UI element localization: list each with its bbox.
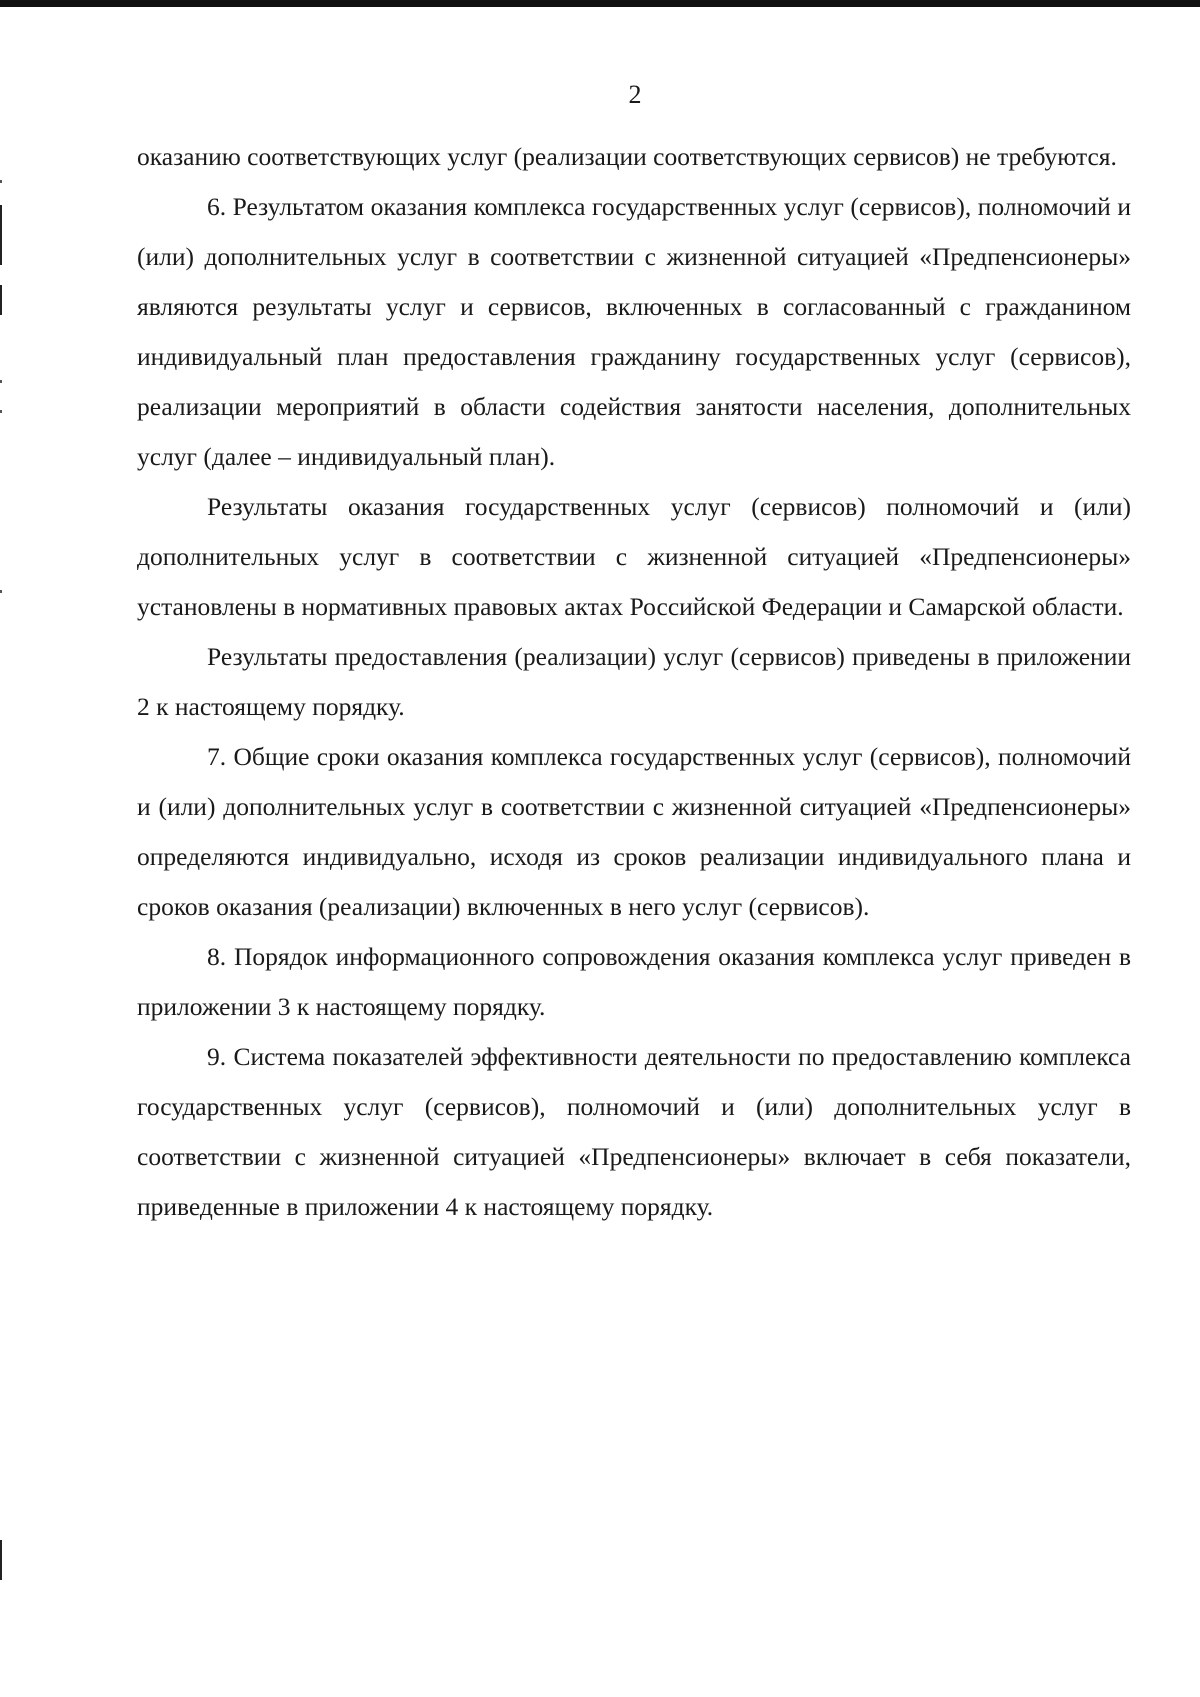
paragraph-item-9: 9. Система показателей эффективности деятельности по предоставлению комплекса государственных услуг (сервисов), полномочий и (или) дополнительных услуг в соответствии с жизненной ситуацией «Предпенсионеры» включает в себя показатели, приведенные в приложении 4 к настоящему порядку.	[137, 1042, 1131, 1221]
scan-margin-dot	[0, 410, 2, 413]
scan-top-edge	[0, 0, 1200, 7]
document-body	[137, 132, 1131, 1232]
page-number: 2	[628, 80, 642, 109]
scan-margin-mark	[0, 205, 2, 265]
paragraph-results-appendix-2: Результаты предоставления (реализации) услуг (сервисов) приведены в приложении 2 к настоящему порядку.	[137, 642, 1131, 721]
scan-margin-mark	[0, 285, 2, 315]
scan-margin-mark	[0, 1540, 2, 1580]
paragraph-continuation: оказанию соответствующих услуг (реализации соответствующих сервисов) не требуются.	[137, 142, 1117, 171]
paragraph-item-6: 6. Результатом оказания комплекса государственных услуг (сервисов), полномочий и (или) дополнительных услуг в соответствии с жизненной ситуацией «Предпенсионеры» являются результаты услуг и сервисов, включенных в согласованный с гражданином индивидуальный план предоставления гражданину государственных услуг (сервисов), реализации мероприятий в области содействия занятости населения, дополнительных услуг (далее – индивидуальный план).	[137, 192, 1131, 471]
paragraph-item-8: 8. Порядок информационного сопровождения оказания комплекса услуг приведен в приложении 3 к настоящему порядку.	[137, 942, 1131, 1021]
scan-margin-dot	[0, 380, 2, 383]
paragraph-results-established: Результаты оказания государственных услуг (сервисов) полномочий и (или) дополнительных услуг в соответствии с жизненной ситуацией «Предпенсионеры» установлены в нормативных правовых актах Российской Федерации и Самарской области.	[137, 492, 1131, 621]
scan-margin-dot	[0, 180, 2, 183]
paragraph-item-7: 7. Общие сроки оказания комплекса государственных услуг (сервисов), полномочий и (или) дополнительных услуг в соответствии с жизненной ситуацией «Предпенсионеры» определяются индивидуально, исходя из сроков реализации индивидуального плана и сроков оказания (реализации) включенных в него услуг (сервисов).	[137, 742, 1131, 921]
scan-margin-dot	[0, 590, 2, 593]
